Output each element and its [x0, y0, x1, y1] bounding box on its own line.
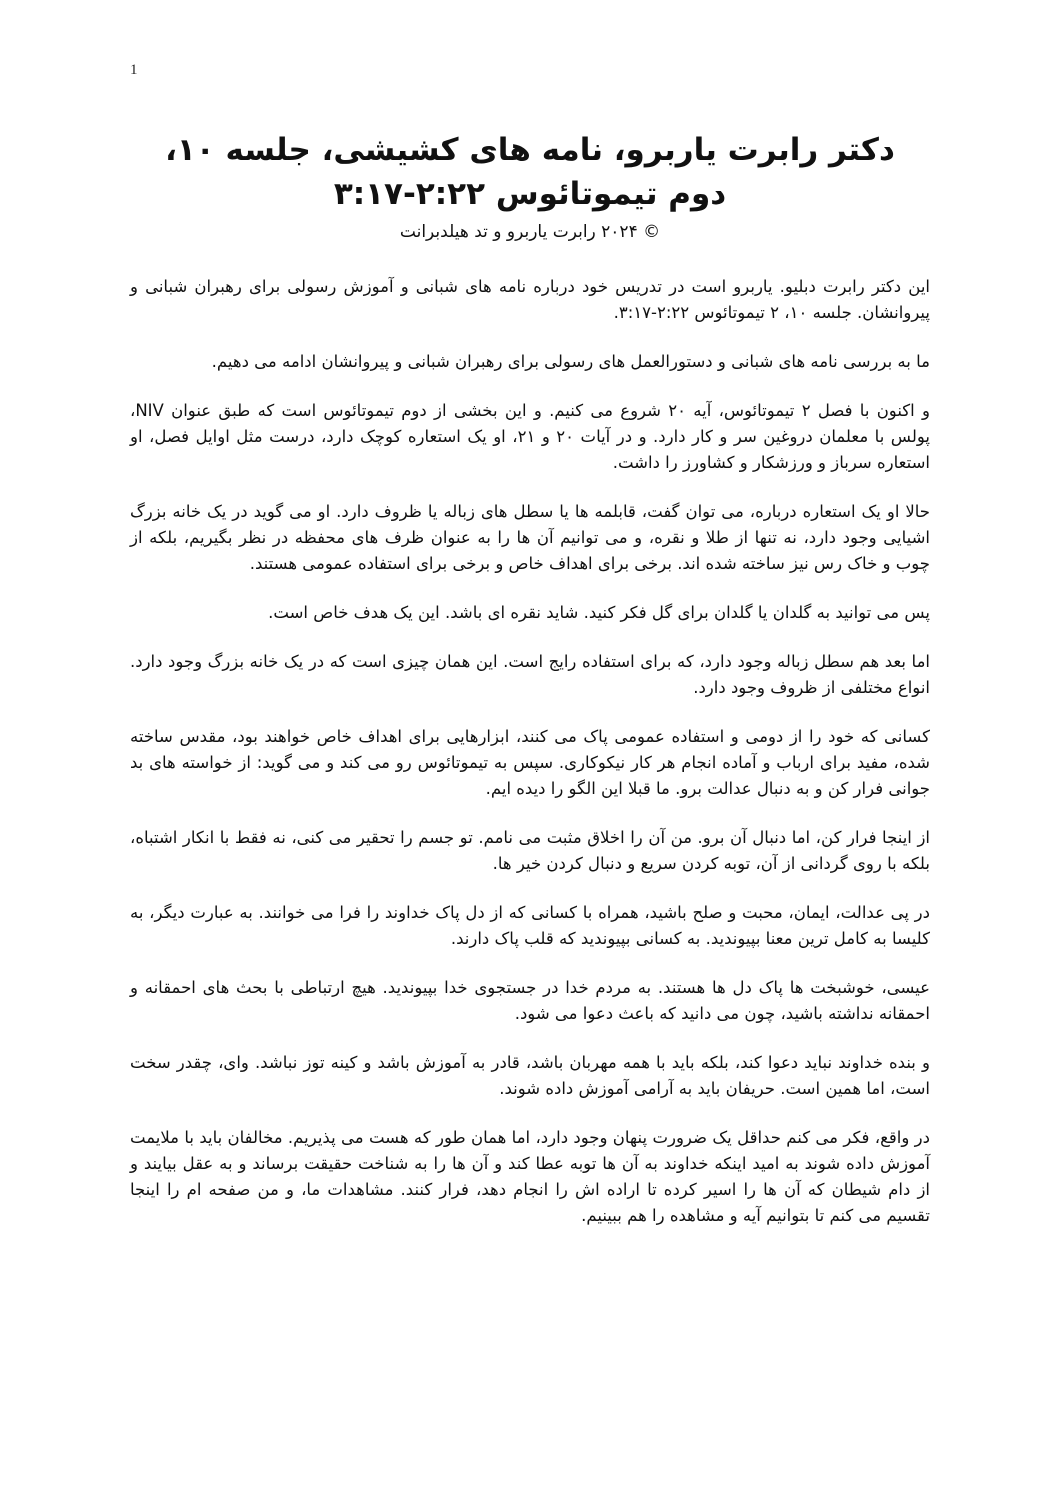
- paragraph-12: در واقع، فکر می کنم حداقل یک ضرورت پنهان وجود دارد، اما همان طور که هست می پذیریم. مخالفان باید با ملایمت آموزش داده شوند به امید اینکه خداوند به آن ها توبه عطا کند و آن ها را به شناخت حقیقت برساند و به عقل بیایند و از دام شیطان که آن ها را اسیر کرده تا اراده اش را انجام دهد، فرار کنند. مشاهدات ما، و من صفحه ام را اینجا تقسیم می کنم تا بتوانیم آیه و مشاهده را هم ببینیم.: [130, 1128, 930, 1225]
- paragraph-11: و بنده خداوند نباید دعوا کند، بلکه باید با همه مهربان باشد، قادر به آموزش باشد و کینه توز نباشد. وای، چقدر سخت است، اما همین است. حریفان باید به آرامی آموزش داده شوند.: [130, 1053, 930, 1098]
- document-body: [130, 128, 930, 1252]
- copyright-line: © ۲۰۲۴ رابرت یاربرو و تد هیلدبرانت: [399, 222, 661, 242]
- paragraph-2: ما به بررسی نامه های شبانی و دستورالعمل های رسولی برای رهبران شبانی و پیروانشان ادامه می دهیم.: [211, 352, 930, 371]
- paragraph-6: اما بعد هم سطل زباله وجود دارد، که برای استفاده رایج است. این همان چیزی است که در یک خانه بزرگ وجود دارد. انواع مختلفی از ظروف وجود دارد.: [130, 652, 930, 697]
- paragraph-3: و اکنون با فصل ۲ تیموتائوس، آیه ۲۰ شروع می کنیم. و این بخشی از دوم تیموتائوس است که طبق عنوان NIV، پولس با معلمان دروغین سر و کار دارد. و در آیات ۲۰ و ۲۱، او یک استعاره کوچک دارد، درست مثل اوایل فصل، او استعاره سرباز و ورزشکار و کشاورز را داشت.: [130, 401, 930, 472]
- paragraph-1: این دکتر رابرت دبلیو. یاربرو است در تدریس خود درباره نامه های شبانی و آموزش رسولی برای رهبران شبانی و پیروانشان. جلسه ۱۰، ۲ تیموتائوس ۲:۲۲-۳:۱۷.: [130, 277, 930, 322]
- paragraph-10: عیسی، خوشبخت ها پاک دل ها هستند. به مردم خدا در جستجوی خدا بپیوندید. هیچ ارتباطی با بحث های احمقانه و احمقانه نداشته باشید، چون می دانید که باعث دعوا می شود.: [130, 978, 930, 1023]
- paragraph-7: کسانی که خود را از دومی و استفاده عمومی پاک می کنند، ابزارهایی برای اهداف خاص خواهند بود، مقدس ساخته شده، مفید برای ارباب و آماده انجام هر کار نیکوکاری. سپس به تیموتائوس رو می کند و می گوید: از خواسته های بد جوانی فرار کن و به دنبال عدالت برو. ما قبلا این الگو را دیده ایم.: [130, 727, 930, 798]
- paragraph-4: حالا او یک استعاره درباره، می توان گفت، قابلمه ها یا سطل های زباله یا ظروف دارد. او می گوید در یک خانه بزرگ اشیایی وجود دارد، نه تنها از طلا و نقره، و می توانیم آن ها را به عنوان ظرف های محفظه در نظر بگیریم، بلکه از چوب و خاک رس نیز ساخته شده اند. برخی برای اهداف خاص و برخی برای استفاده عمومی هستند.: [130, 502, 930, 573]
- paragraph-5: پس می توانید به گلدان یا گلدان برای گل فکر کنید. شاید نقره ای باشد. این یک هدف خاص است.: [268, 603, 930, 622]
- document-title: [130, 128, 930, 216]
- paragraph-8: از اینجا فرار کن، اما دنبال آن برو. من آن را اخلاق مثبت می نامم. تو جسم را تحقیر می کنی، نه فقط با انکار اشتباه، بلکه با روی گردانی از آن، توبه کردن سریع و دنبال کردن خیر ها.: [130, 828, 930, 873]
- paragraph-9: در پی عدالت، ایمان، محبت و صلح باشید، همراه با کسانی که از دل پاک خداوند را فرا می خوانند. به عبارت دیگر، به کلیسا به کامل ترین معنا بپیوندید. به کسانی بپیوندید که قلب پاک دارند.: [130, 903, 930, 948]
- page-number: 1: [130, 62, 138, 78]
- title-line-1: دکتر رابرت یاربرو، نامه های کشیشی، جلسه ۱۰،: [165, 132, 895, 168]
- title-line-2: دوم تیموتائوس ۲:۲۲-۳:۱۷: [333, 176, 727, 212]
